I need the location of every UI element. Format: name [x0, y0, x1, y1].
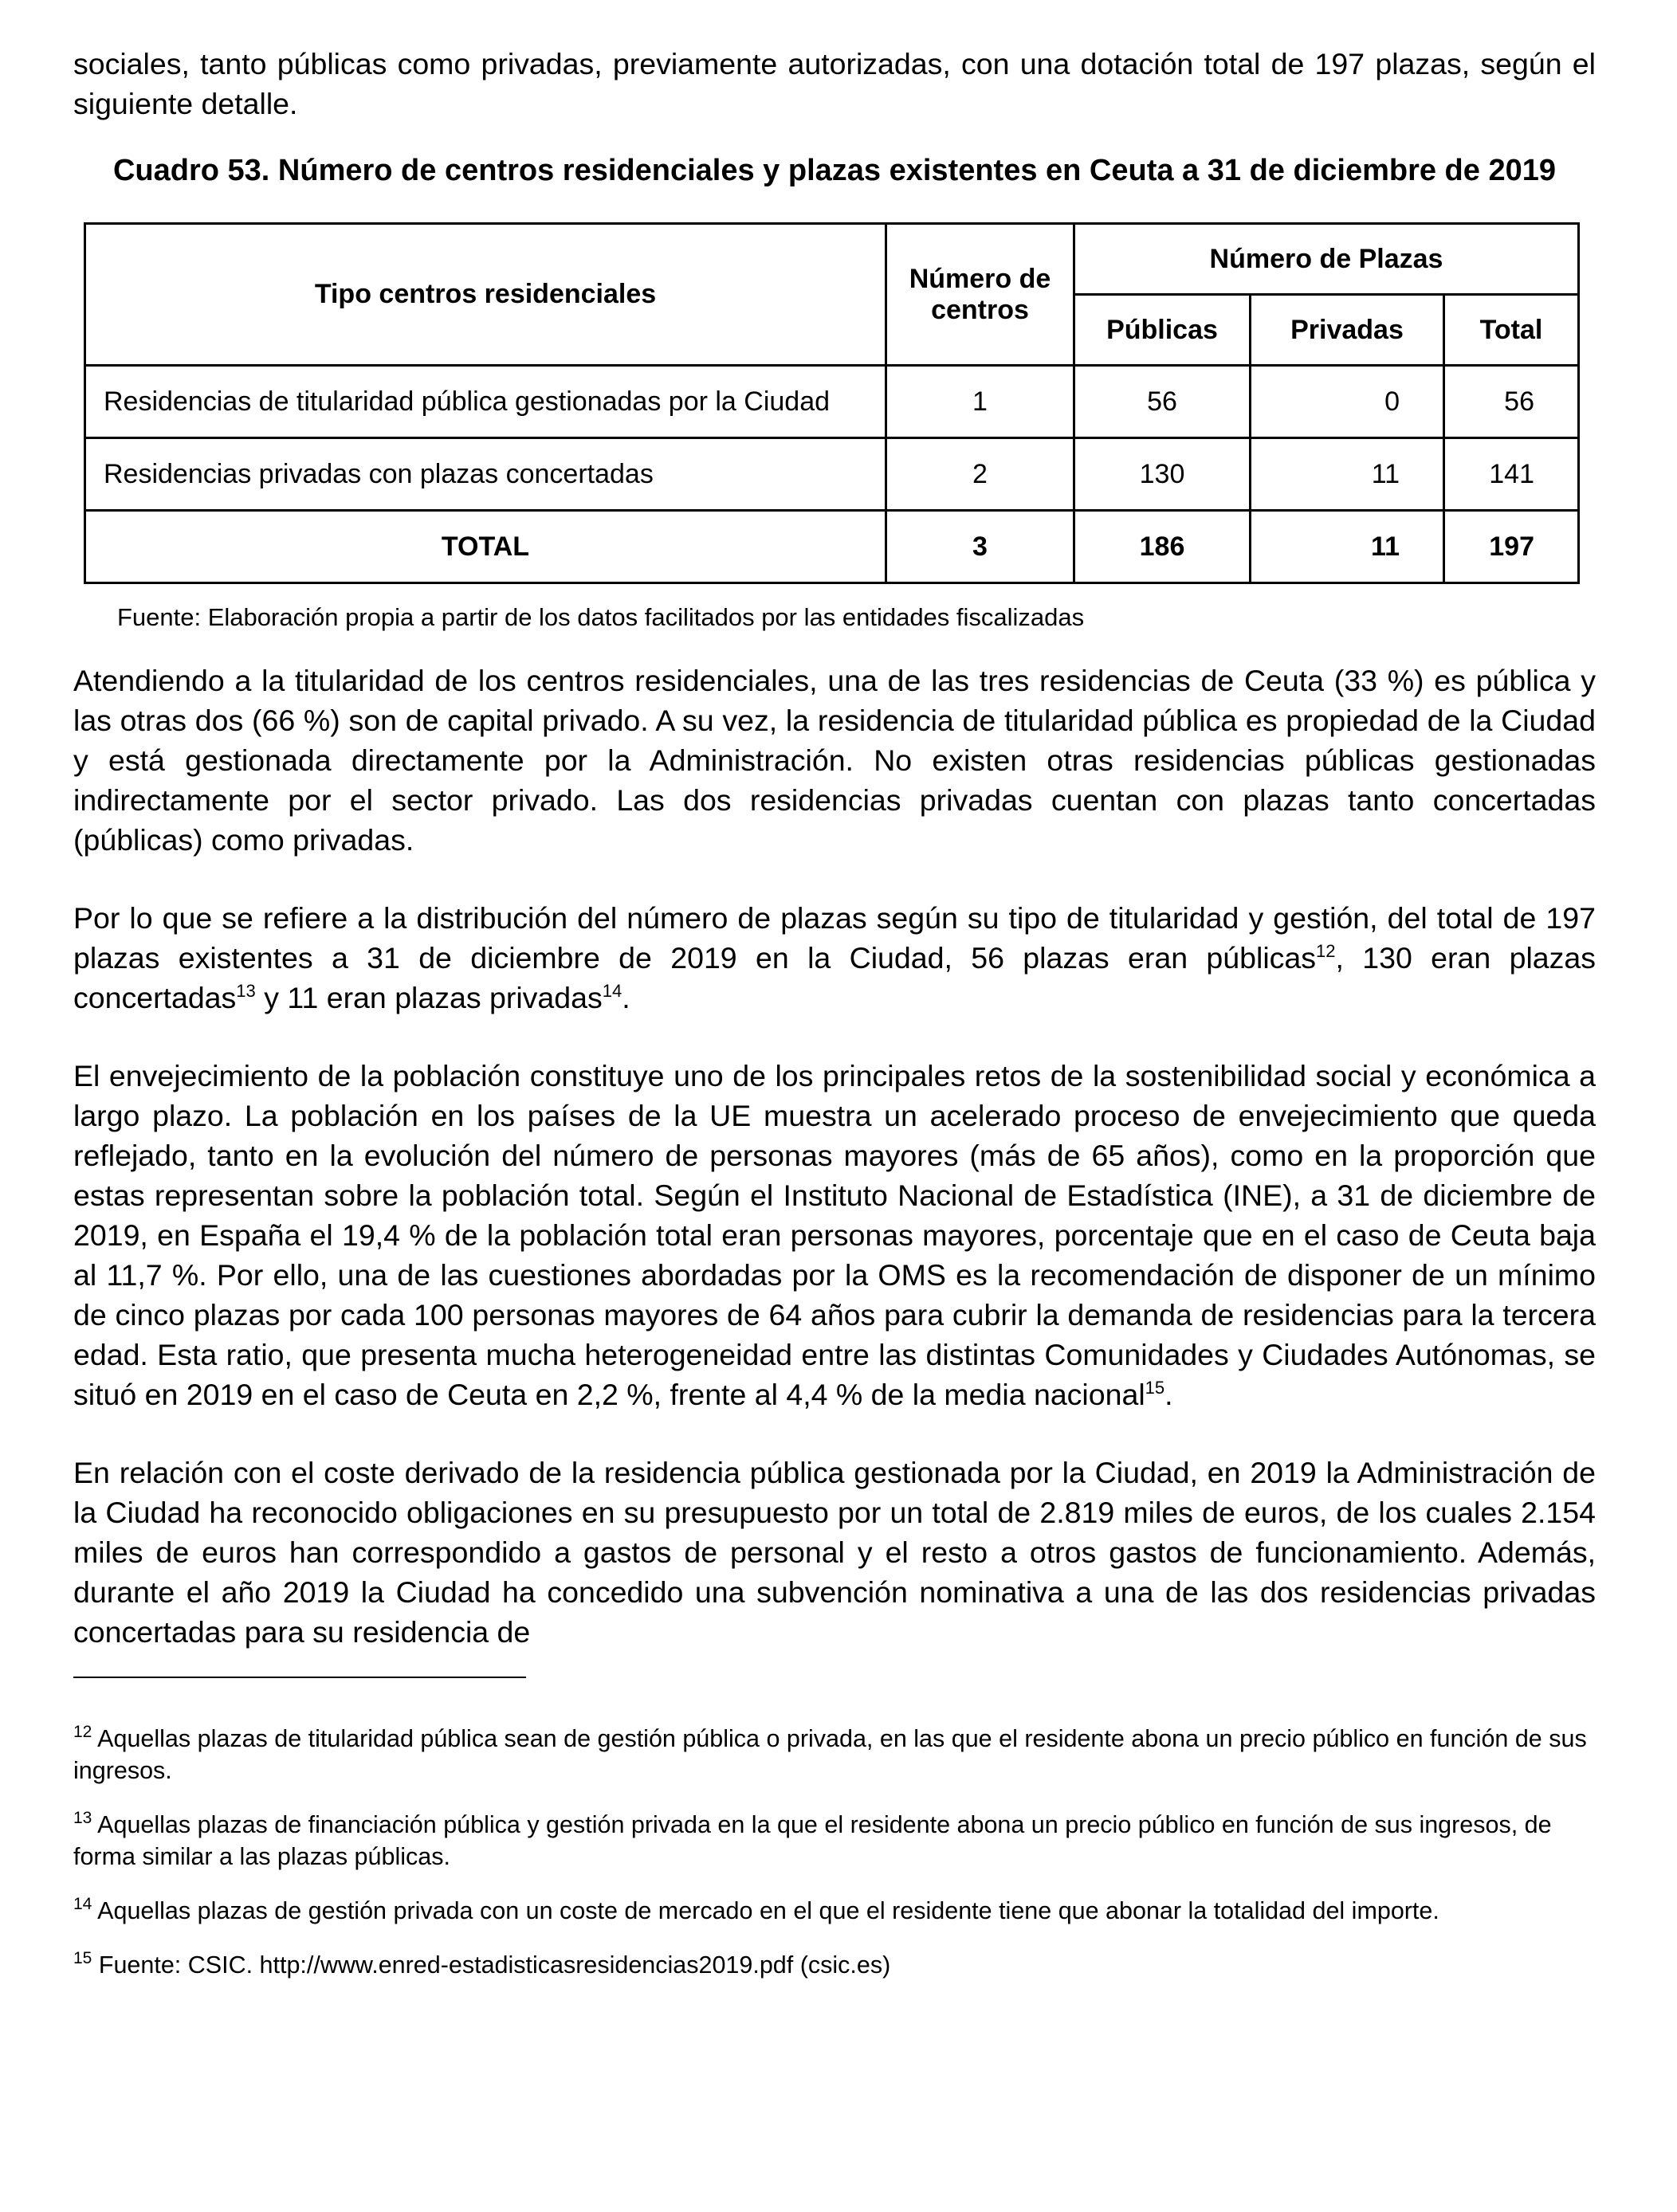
- paragraph-envejecimiento: [73, 1056, 1596, 1414]
- total-publicas: 186: [1074, 511, 1251, 583]
- row-publicas: 56: [1074, 366, 1251, 438]
- total-numero: 3: [886, 511, 1074, 583]
- body-text: [73, 661, 1596, 1652]
- footnote-number: 15: [73, 1949, 92, 1967]
- paragraph-coste: En relación con el coste derivado de la residencia pública gestionada por la Ciudad, en 2019 la Administración de la Ciudad ha reconocido obligaciones en su presupuesto por un total de 2.819 miles de euros, de los cuales 2.154 miles de euros han correspondido a gastos de personal y el resto a otros gastos de funcionamiento. Además, durante el año 2019 la Ciudad ha concedido una subvención nominativa a una de las dos residencias privadas concertadas para su residencia de: [73, 1456, 1596, 1649]
- table-caption: Cuadro 53. Número de centros residenciales y plazas existentes en Ceuta a 31 de diciembre de 2019: [112, 154, 1556, 187]
- total-total: 197: [1444, 511, 1579, 583]
- footnote-text: Aquellas plazas de titularidad pública sean de gestión pública o privada, en las que el residente abona un precio público en función de sus ingresos.: [73, 1725, 1587, 1784]
- table-source: Fuente: Elaboración propia a partir de los datos facilitados por las entidades fiscalizadas: [117, 603, 1085, 631]
- footnote-ref-13[interactable]: 13: [236, 981, 256, 1001]
- footnote-text: Aquellas plazas de gestión privada con un coste de mercado en el que el residente tiene que abonar la totalidad del importe.: [92, 1897, 1439, 1924]
- row-total: 56: [1444, 366, 1579, 438]
- row-numero: 2: [886, 438, 1074, 511]
- row-privadas: 0: [1251, 366, 1444, 438]
- row-total: 141: [1444, 438, 1579, 511]
- row-tipo: Residencias de titularidad pública gestionadas por la Ciudad: [85, 366, 886, 438]
- document-page: [73, 44, 1596, 2003]
- footnote-number: 12: [73, 1723, 92, 1741]
- intro-paragraph: sociales, tanto públicas como privadas, previamente autorizadas, con una dotación total de 197 plazas, según el siguiente detalle.: [73, 47, 1596, 120]
- paragraph-distribucion: [73, 898, 1596, 1018]
- footnote-ref-15[interactable]: 15: [1145, 1378, 1165, 1398]
- paragraph-text: .: [622, 981, 630, 1014]
- footnote-text: Fuente: CSIC. http://www.enred-estadisticasresidencias2019.pdf (csic.es): [92, 1951, 891, 1979]
- total-privadas: 11: [1251, 511, 1444, 583]
- paragraph-text: , 130 eran plazas concertadas: [73, 941, 1596, 1014]
- footnotes: [73, 1723, 1596, 1981]
- paragraph-text: .: [1164, 1378, 1173, 1411]
- row-tipo: Residencias privadas con plazas concertadas: [85, 438, 886, 511]
- footnote-15: [73, 1949, 1596, 1981]
- table-row: [85, 438, 1579, 511]
- paragraph-text: El envejecimiento de la población constituye uno de los principales retos de la sostenibilidad social y económica a largo plazo. La población en los países de la UE muestra un acelerado proceso de envejecimiento que queda reflejado, tanto en la evolución del número de personas mayores (más de 65 años), como en la proporción que estas representan sobre la población total. Según el Instituto Nacional de Estadística (INE), a 31 de diciembre de 2019, en España el 19,4 % de la población total eran personas mayores, porcentaje que en el caso de Ceuta baja al 11,7 %. Por ello, una de las cuestiones abordadas por la OMS es la recomendación de disponer de un mínimo de cinco plazas por cada 100 personas mayores de 64 años para cubrir la demanda de residencias para la tercera edad. Esta ratio, que presenta mucha heterogeneidad entre las distintas Comunidades y Ciudades Autónomas, se situó en 2019 en el caso de Ceuta en 2,2 %, frente al 4,4 % de la media nacional: [73, 1059, 1596, 1411]
- header-tipo: Tipo centros residenciales: [85, 224, 886, 366]
- header-numero-plazas: Número de Plazas: [1074, 224, 1579, 295]
- row-numero: 1: [886, 366, 1074, 438]
- header-publicas: Públicas: [1074, 295, 1251, 366]
- row-privadas: 11: [1251, 438, 1444, 511]
- total-label: TOTAL: [85, 511, 886, 583]
- footnote-12: [73, 1723, 1596, 1786]
- table-header-row: [85, 224, 1579, 295]
- row-publicas: 130: [1074, 438, 1251, 511]
- footnote-number: 13: [73, 1809, 92, 1827]
- footnote-divider: [73, 1677, 526, 1678]
- paragraph-text: y 11 eran plazas privadas: [255, 981, 603, 1014]
- header-total: Total: [1444, 295, 1579, 366]
- table-row: [85, 366, 1579, 438]
- footnote-ref-14[interactable]: 14: [602, 981, 622, 1001]
- paragraph-text: Por lo que se refiere a la distribución del número de plazas según su tipo de titularidad y gestión, del total de 197 plazas existentes a 31 de diciembre de 2019 en la Ciudad, 56 plazas eran públicas: [73, 901, 1596, 975]
- footnote-text: Aquellas plazas de financiación pública y gestión privada en la que el residente abona un precio público en función de sus ingresos, de forma similar a las plazas públicas.: [73, 1811, 1552, 1870]
- table-total-row: [85, 511, 1579, 583]
- footnote-13: [73, 1809, 1596, 1873]
- paragraph-titularidad: Atendiendo a la titularidad de los centros residenciales, una de las tres residencias de Ceuta (33 %) es pública y las otras dos (66 %) son de capital privado. A su vez, la residencia de titularidad pública es propiedad de la Ciudad y está gestionada directamente por la Administración. No existen otras residencias públicas gestionadas indirectamente por el sector privado. Las dos residencias privadas cuentan con plazas tanto concertadas (públicas) como privadas.: [73, 664, 1596, 857]
- residences-table: [84, 222, 1580, 584]
- footnote-ref-12[interactable]: 12: [1316, 941, 1336, 961]
- header-privadas: Privadas: [1251, 295, 1444, 366]
- footnote-14: [73, 1895, 1596, 1927]
- header-numero-centros: Número de centros: [886, 224, 1074, 366]
- footnote-number: 14: [73, 1895, 92, 1913]
